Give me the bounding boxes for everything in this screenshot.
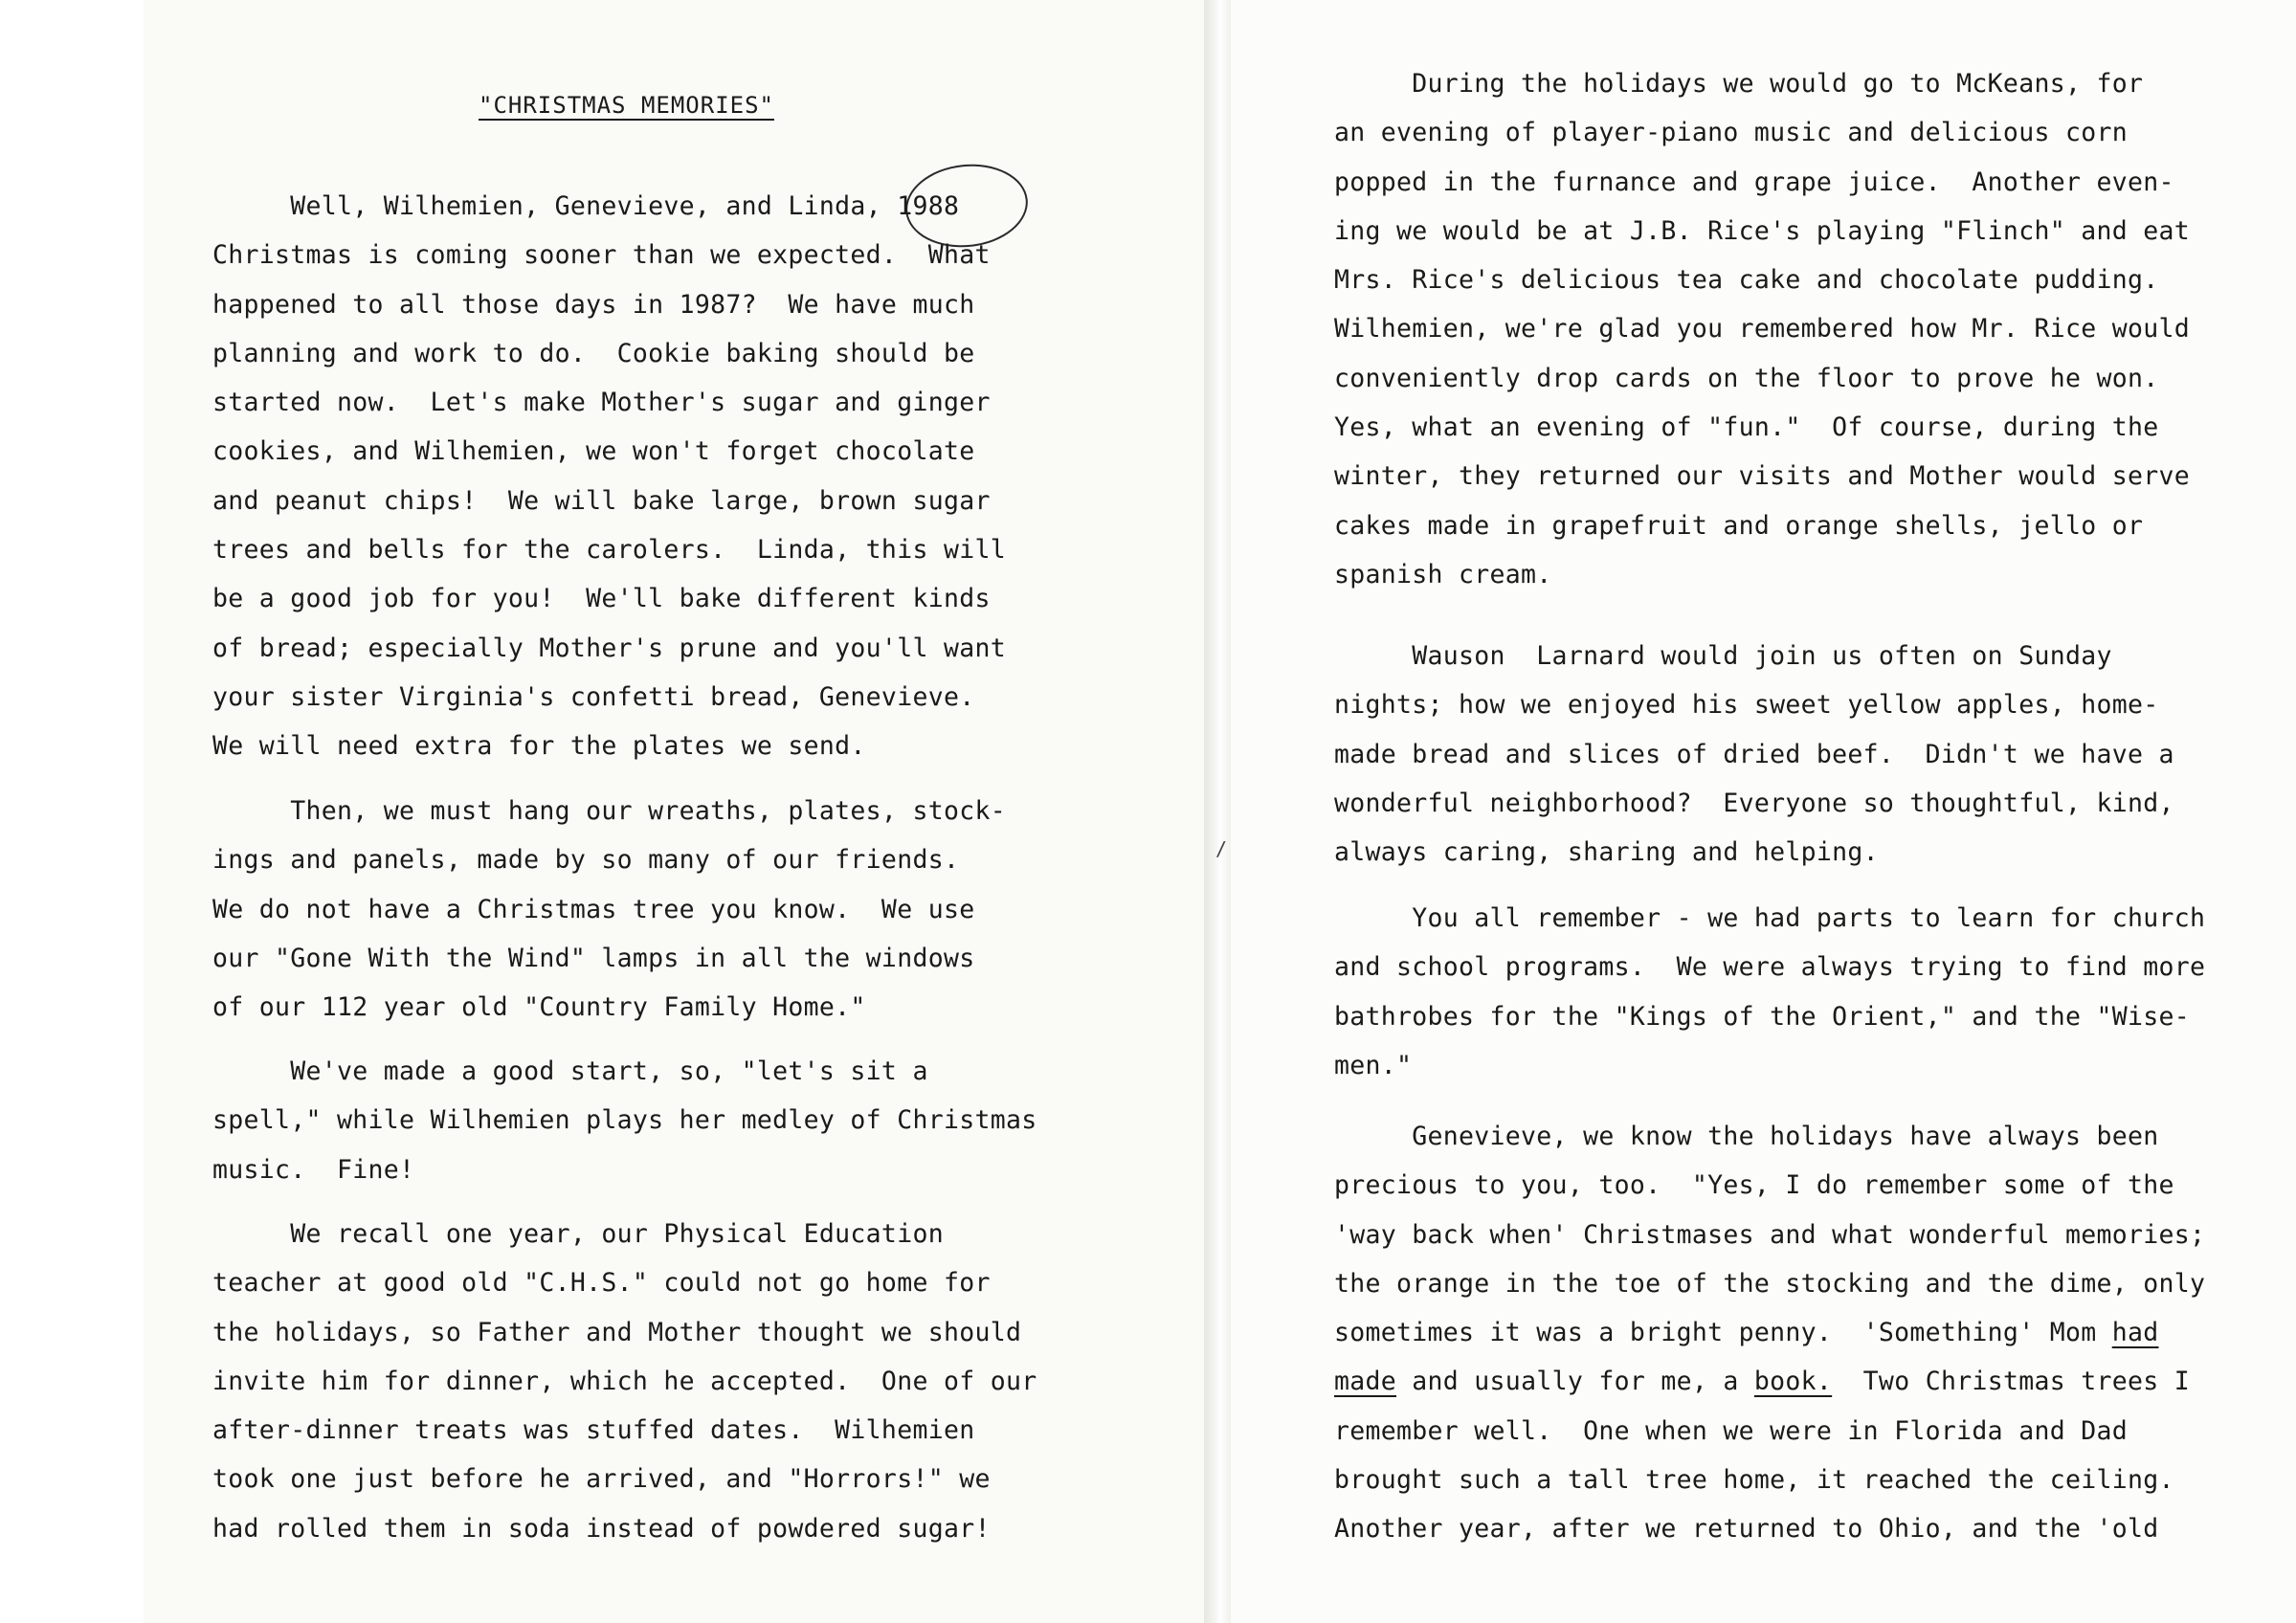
- text-segment: sometimes it was a bright penny. 'Something' Mom: [1334, 1318, 2112, 1348]
- text-line: took one just before he arrived, and "Horrors!" we: [212, 1464, 991, 1495]
- text-line: ings and panels, made by so many of our friends.: [212, 845, 960, 876]
- text-line: Wilhemien, we're glad you remembered how Mr. Rice would: [1334, 314, 2190, 345]
- text-line: conveniently drop cards on the floor to prove he won.: [1334, 363, 2159, 393]
- text-line: bathrobes for the "Kings of the Orient," and the "Wise-: [1334, 1001, 2190, 1032]
- text-line: planning and work to do. Cookie baking should be: [212, 338, 975, 368]
- text-line: remember well. One when we were in Florida and Dad: [1334, 1415, 2128, 1446]
- text-line: always caring, sharing and helping.: [1334, 837, 1879, 868]
- text-line: the holidays, so Father and Mother thought we should: [212, 1317, 1022, 1347]
- text-line: We recall one year, our Physical Education: [212, 1219, 944, 1249]
- right-paragraph-4: [1334, 1112, 2205, 1554]
- left-paragraph-1: [212, 182, 1006, 771]
- text-segment: Two Christmas trees I: [1832, 1367, 2191, 1397]
- text-line: Another year, after we returned to Ohio, and the 'old: [1334, 1514, 2159, 1545]
- text-segment: and usually for me, a: [1396, 1367, 1754, 1397]
- text-line-with-underline: [1334, 1357, 2205, 1406]
- page-gutter: [1204, 0, 1231, 1623]
- text-line: of our 112 year old "Country Family Home.": [212, 992, 866, 1023]
- text-line: after-dinner treats was stuffed dates. Wilhemien: [212, 1415, 975, 1446]
- text-line: cakes made in grapefruit and orange shells, jello or: [1334, 510, 2144, 541]
- text-line: spell," while Wilhemien plays her medley of Christmas: [212, 1105, 1037, 1136]
- text-line: We do not have a Christmas tree you know. We use: [212, 894, 975, 924]
- text-line: started now. Let's make Mother's sugar and ginger: [212, 388, 991, 418]
- text-line: of bread; especially Mother's prune and you'll want: [212, 633, 1006, 663]
- text-line: Then, we must hang our wreaths, plates, stock-: [212, 796, 1006, 826]
- text-line: men.": [1334, 1050, 1413, 1080]
- text-line: spanish cream.: [1334, 559, 1552, 589]
- text-line: You all remember - we had parts to learn for church: [1334, 903, 2206, 933]
- text-line: nights; how we enjoyed his sweet yellow apples, home-: [1334, 690, 2159, 721]
- page-title: "CHRISTMAS MEMORIES": [479, 92, 774, 119]
- left-paragraph-4: [212, 1210, 1037, 1553]
- stray-mark: /: [1215, 837, 1228, 860]
- text-line: trees and bells for the carolers. Linda, this will: [212, 535, 1006, 566]
- scan-margin: [0, 0, 144, 1623]
- text-line: made bread and slices of dried beef. Didn't we have a: [1334, 739, 2174, 769]
- right-paragraph-3: [1334, 894, 2205, 1090]
- text-line: teacher at good old "C.H.S." could not go home for: [212, 1268, 991, 1299]
- text-line: Well, Wilhemien, Genevieve, and Linda, 1988: [212, 191, 960, 221]
- text-line: an evening of player-piano music and delicious corn: [1334, 118, 2128, 148]
- text-line: cookies, and Wilhemien, we won't forget chocolate: [212, 436, 975, 467]
- text-line: ing we would be at J.B. Rice's playing "Flinch" and eat: [1334, 215, 2190, 246]
- text-line: Genevieve, we know the holidays have always been: [1334, 1122, 2159, 1151]
- text-line: and school programs. We were always trying to find more: [1334, 952, 2206, 983]
- text-line: Wauson Larnard would join us often on Sunday: [1334, 641, 2112, 671]
- right-paragraph-1: [1334, 59, 2190, 599]
- text-line: winter, they returned our visits and Mother would serve: [1334, 461, 2190, 492]
- text-line: our "Gone With the Wind" lamps in all the windows: [212, 943, 975, 973]
- text-line: and peanut chips! We will bake large, brown sugar: [212, 485, 991, 516]
- text-line: 'way back when' Christmases and what wonderful memories;: [1334, 1219, 2206, 1250]
- underlined-word: book.: [1753, 1367, 1833, 1397]
- text-line: music. Fine!: [212, 1154, 415, 1185]
- text-line: be a good job for you! We'll bake different kinds: [212, 584, 991, 614]
- text-line: popped in the furnance and grape juice. Another even-: [1334, 167, 2174, 197]
- underlined-word: had: [2111, 1318, 2159, 1348]
- text-line: your sister Virginia's confetti bread, Genevieve.: [212, 681, 975, 712]
- text-line: wonderful neighborhood? Everyone so thoughtful, kind,: [1334, 788, 2174, 818]
- text-line: We've made a good start, so, "let's sit a: [212, 1056, 928, 1086]
- right-paragraph-2: [1334, 632, 2174, 877]
- text-line: the orange in the toe of the stocking and the dime, only: [1334, 1268, 2206, 1299]
- left-paragraph-3: [212, 1047, 1037, 1194]
- text-line: precious to you, too. "Yes, I do remember some of the: [1334, 1170, 2174, 1201]
- text-line: had rolled them in soda instead of powdered sugar!: [212, 1513, 991, 1544]
- underlined-word: made: [1334, 1367, 1397, 1397]
- text-line: Yes, what an evening of "fun." Of course, during the: [1334, 412, 2159, 443]
- left-paragraph-2: [212, 787, 1006, 1032]
- text-line: Christmas is coming sooner than we expected. What: [212, 240, 991, 271]
- text-line: We will need extra for the plates we send.: [212, 731, 866, 762]
- text-line: invite him for dinner, which he accepted. One of our: [212, 1366, 1037, 1396]
- text-line: brought such a tall tree home, it reached the ceiling.: [1334, 1465, 2174, 1496]
- text-line: During the holidays we would go to McKeans, for: [1334, 69, 2144, 99]
- text-line: Mrs. Rice's delicious tea cake and chocolate pudding.: [1334, 265, 2159, 296]
- text-line-with-underline: [1334, 1308, 2205, 1357]
- text-line: happened to all those days in 1987? We have much: [212, 289, 975, 320]
